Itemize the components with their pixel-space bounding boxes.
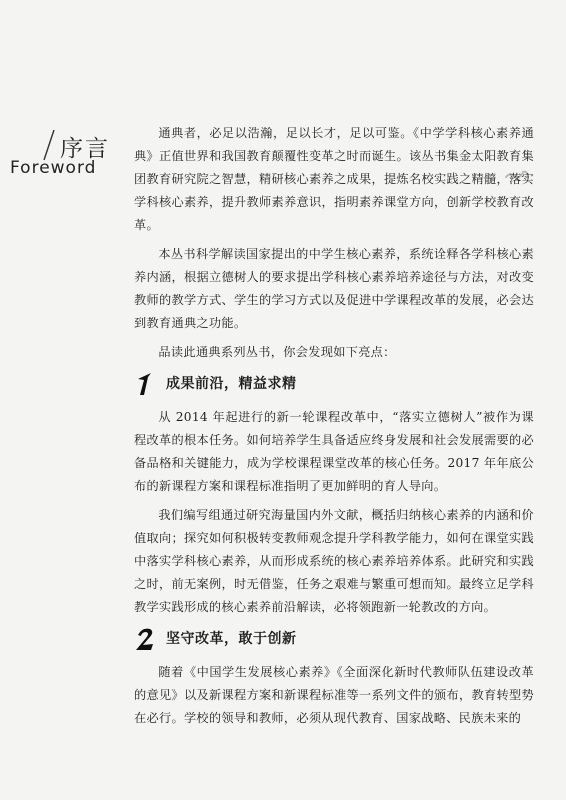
section-1-paragraph-2: 我们编写组通过研究海量国内外文献，概括归纳核心素养的内涵和价值取向；探究如何积极转变教师观念提升学科教学能力，如何在课堂实践中落实学科核心素养，从而形成系统的核心素养培养体系。此研究和实践之时，前无案例，时无借鉴，任务之艰难与繁重可想而知。最终立足学科教学实践形成的核心素养前沿解读，必将领跑新一轮教改的方向。 bbox=[134, 508, 534, 614]
intro-paragraph-1: 通典者，必足以浩瀚，足以长才，足以可鉴。《中学学科核心素养通典》正值世界和我国教育颠覆性变革之时而诞生。该丛书集金太阳教育集团教育研究院之智慧，精研核心素养之成果，提炼名校实践之精髓，落实学科核心素养，提升教师素养意识，指明素养课堂方向，创新学校教育改革。 bbox=[134, 126, 534, 232]
heading-title-cn: 序言 bbox=[60, 136, 110, 162]
section-heading-2 bbox=[134, 625, 534, 653]
number-one-icon bbox=[134, 371, 156, 397]
intro-paragraph-2: 本丛书科学解读国家提出的中学生核心素养，系统诠释各学科核心素养内涵，根据立德树人的要求提出学科核心素养培养途径与方法，对改变教师的教学方式、学生的学习方式以及促进中学课程改革的发展，必会达到教育通典之功能。 bbox=[134, 247, 534, 330]
section-2-paragraph-1: 随着《中国学生发展核心素养》《全面深化新时代教师队伍建设改革的意见》以及新课程方案和新课程标准等一系列文件的颁布，教育转型势在必行。学校的领导和教师，必须从现代教育、国家战略、民族未来的 bbox=[134, 665, 534, 725]
number-two-icon bbox=[134, 626, 156, 652]
slash-decoration-icon bbox=[42, 128, 56, 162]
section-1-paragraph-1: 从 2014 年起进行的新一轮课程改革中，“落实立德树人”被作为课程改革的根本任务。如何培养学生具备适应终身发展和社会发展需要的必备品格和关键能力，成为学校课程课堂改革的核心任务。2017 年年底公布的新课程方案和课程标准指明了更加鲜明的育人导向。 bbox=[134, 410, 534, 493]
intro-paragraph-3: 品读此通典系列丛书，你会发现如下亮点： bbox=[158, 345, 396, 359]
section-title-2: 坚守改革，敢于创新 bbox=[166, 630, 297, 647]
section-title-1: 成果前沿，精益求精 bbox=[166, 375, 297, 392]
section-heading-1 bbox=[134, 370, 534, 398]
heading-title-en: Foreword bbox=[10, 158, 97, 178]
foreword-body bbox=[134, 122, 534, 736]
